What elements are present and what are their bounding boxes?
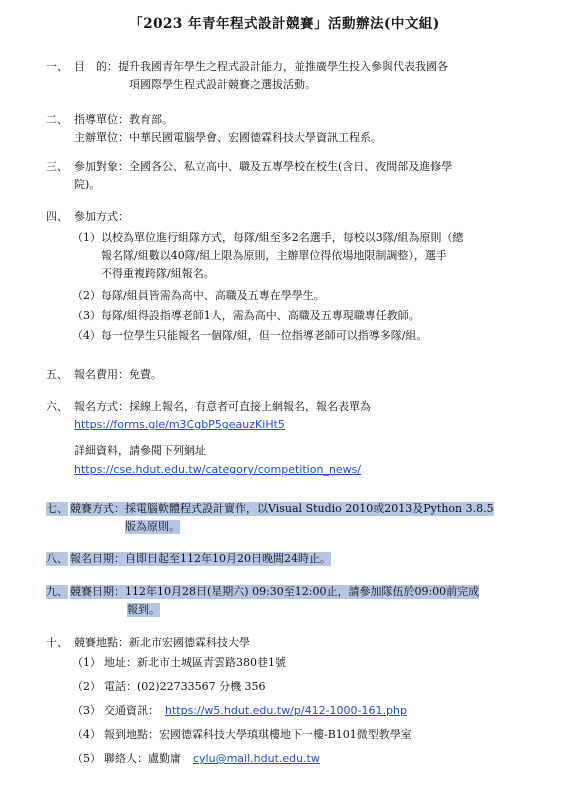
- section-6-text: 報名方式：採線上報名，有意者可直接上網報名，報名表單為: [74, 400, 371, 413]
- section-4-item-2-text: 每隊/組員皆需為高中、高職及五專在學學生。: [101, 289, 325, 302]
- section-1-line-1: 目 的：提升我國青年學生之程式設計能力，並推廣學生投入參與代表我國各: [74, 60, 448, 73]
- document-title: 「2023 年青年程式設計競賽」活動辦法(中文組): [129, 16, 440, 32]
- section-3-line-2: 院)。: [74, 178, 101, 191]
- section-4-item-1-line-3: 不得重複跨隊/組報名。: [101, 267, 215, 280]
- section-4-item-4-number: （4）: [72, 329, 101, 342]
- section-9-line-1: 競賽日期：112年10月28日(星期六) 09:30至12:00止，請參加隊伍於09:00前完成: [70, 585, 480, 598]
- section-9-line-2: 報到。: [127, 603, 160, 616]
- section-6-number: 六、: [46, 400, 68, 413]
- section-7-number: 七、: [46, 502, 68, 515]
- competition-news-link[interactable]: https://cse.hdut.edu.tw/category/competition_news/: [74, 463, 362, 476]
- section-10-item-5-number: （5）: [72, 752, 101, 765]
- section-1-line-2: 項國際學生程式設計競賽之選拔活動。: [129, 78, 316, 91]
- section-9-number: 九、: [46, 585, 68, 598]
- section-8-text: 報名日期：自即日起至112年10月20日晚間24時止。: [70, 552, 331, 565]
- section-2-number: 二、: [46, 113, 68, 126]
- section-7-line-1: 競賽方式：採電腦軟體程式設計實作，以Visual Studio 2010或2013及Python 3.8.5: [70, 502, 494, 515]
- contact-person-label: 聯絡人：盧勤庸: [104, 752, 181, 765]
- section-4-item-2-number: （2）: [72, 289, 101, 302]
- section-4-item-3-text: 每隊/組得設指導老師1人，需為高中、高職及五專現職專任教師。: [101, 309, 420, 322]
- section-10-item-1-number: （1）: [72, 656, 101, 669]
- section-6-detail-text: 詳細資料，請參閱下列網址: [74, 444, 206, 457]
- section-10-item-4-number: （4）: [72, 728, 101, 741]
- section-4-item-1-number: （1）: [72, 231, 101, 244]
- section-4-item-4-text: 每一位學生只能報名一個隊/組，但一位指導老師可以指導多隊/組。: [101, 329, 428, 342]
- section-3-line-1: 參加對象：全國各公、私立高中、職及五專學校在校生(含日、夜間部及進修學: [74, 160, 453, 173]
- section-10-item-3-number: （3）: [72, 704, 101, 717]
- section-4-number: 四、: [46, 210, 68, 223]
- section-2-line-2: 主辦單位：中華民國電腦學會、宏國德霖科技大學資訊工程系。: [74, 131, 382, 144]
- section-4-heading: 參加方式：: [74, 210, 129, 223]
- transport-info-link[interactable]: https://w5.hdut.edu.tw/p/412-1000-161.php: [165, 704, 407, 717]
- venue-phone: 電話：(02)22733567 分機 356: [104, 680, 266, 693]
- section-4-item-3-number: （3）: [72, 309, 101, 322]
- section-4-item-1-line-2: 報名隊/組數以40隊/組上限為原則，主辦單位得依場地限制調整），選手: [101, 249, 447, 262]
- transport-info-label: 交通資訊：: [104, 704, 159, 717]
- section-3-number: 三、: [46, 160, 68, 173]
- section-10-number: 十、: [46, 636, 68, 649]
- registration-form-link[interactable]: https://forms.gle/m3CgbP5geauzKiHt5: [74, 418, 285, 431]
- section-10-heading: 競賽地點：新北市宏國德霖科技大學: [74, 636, 250, 649]
- check-in-location: 報到地點：宏國德霖科技大學瑱琪樓地下一樓-B101微型教學室: [104, 728, 412, 741]
- section-10-item-2-number: （2）: [72, 680, 101, 693]
- section-1-number: 一、: [46, 60, 68, 73]
- section-5-number: 五、: [46, 368, 68, 381]
- contact-email-link[interactable]: cylu@mail.hdut.edu.tw: [193, 752, 320, 765]
- section-4-item-1-line-1: 以校為單位進行組隊方式，每隊/組至多2名選手，每校以3隊/組為原則（總: [101, 231, 464, 244]
- section-2-line-1: 指導單位：教育部。: [74, 113, 173, 126]
- section-7-line-2: 版為原則。: [125, 520, 180, 533]
- section-5-text: 報名費用：免費。: [74, 368, 162, 381]
- section-8-number: 八、: [46, 552, 68, 565]
- venue-address: 地址：新北市土城區青雲路380巷1號: [104, 656, 286, 669]
